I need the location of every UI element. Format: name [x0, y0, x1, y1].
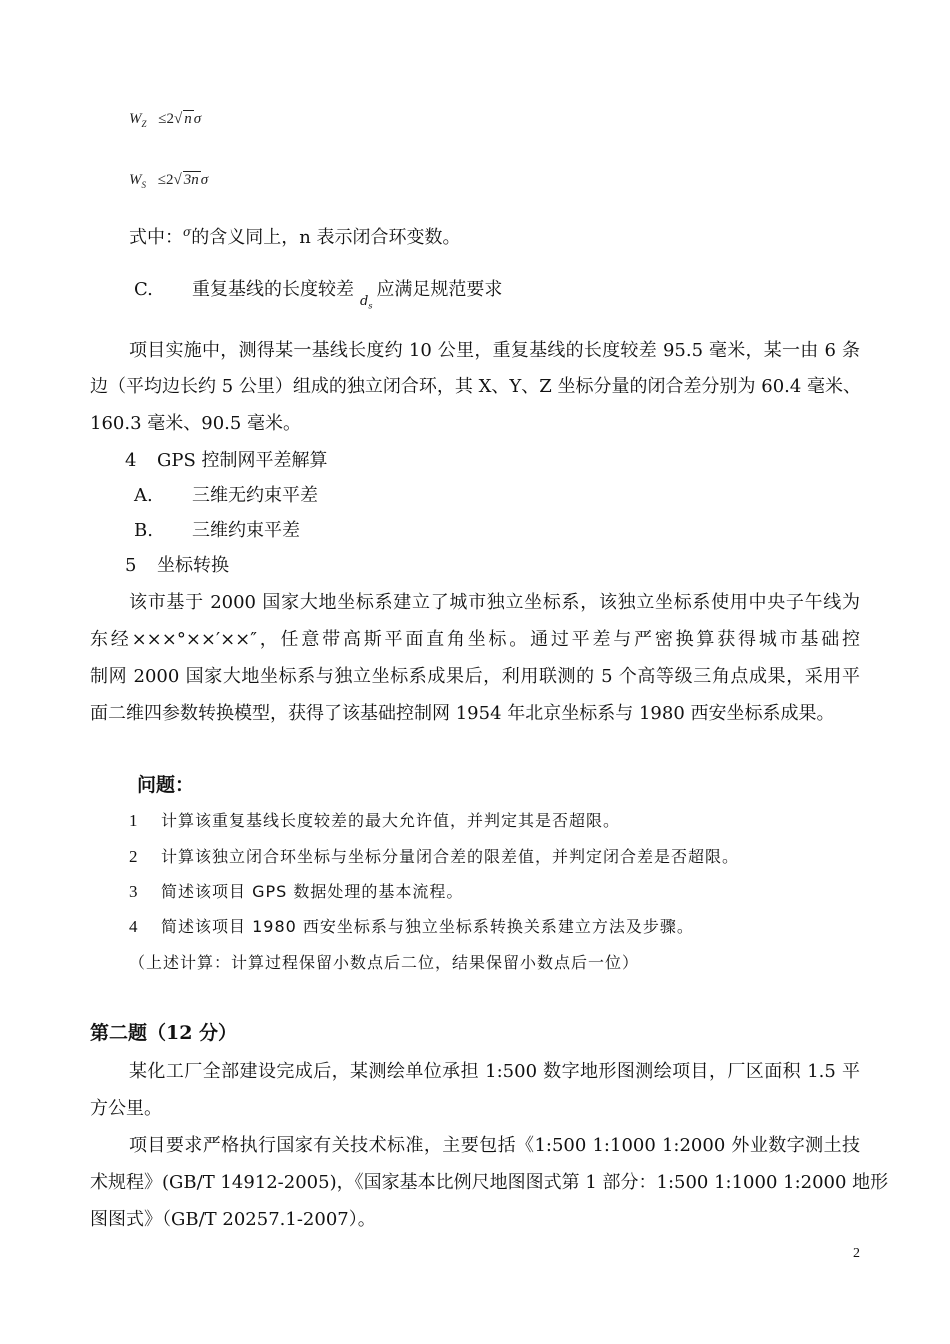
para4-line3: 图图式》（GB/T 20257.1-2007）。: [90, 1209, 376, 1230]
para1-line3: 160.3 毫米、90.5 毫米。: [90, 413, 302, 434]
formula-ws-tail: σ: [200, 172, 209, 188]
para2-line3: 制网 2000 国家大地坐标系与独立坐标系成果后，利用联测的 5 个高等级三角点成果，采用平: [90, 666, 860, 687]
question-3: 3 简述该项目 GPS 数据处理的基本流程。: [129, 882, 464, 901]
section-5-num: 5: [125, 555, 137, 576]
question-4: 4 简述该项目 1980 西安坐标系与独立坐标系转换关系建立方法及步骤。: [129, 917, 694, 936]
formula-ws-relation: ≤2: [157, 172, 174, 188]
formula-ws: $W_S \le 2√$ 3n σ: [129, 172, 209, 190]
section-5: [125, 553, 229, 579]
item-c-sub: s: [368, 301, 373, 311]
para1-line1: 项目实施中，测得某一基线长度约 10 公里，重复基线的长度较差 95.5 毫米，某一由 6 条: [129, 340, 860, 361]
formula-wz-tail: σ: [193, 111, 202, 127]
question-2: 2 计算该独立闭合环坐标与坐标分量闭合差的限差值，并判定闭合差是否超限。: [129, 847, 740, 866]
para4-line2: 术规程》(GB/T 14912-2005)，《国家基本比例尺地图图式第 1 部分：1:500 1:1000 1:2000 地形: [90, 1172, 889, 1193]
question-note: （上述计算：计算过程保留小数点后二位，结果保留小数点后一位）: [129, 953, 640, 972]
formula-wz-relation: ≤2: [158, 111, 174, 127]
para3-line1: 某化工厂全部建设完成后，某测绘单位承担 1:500 数字地形图测绘项目，厂区面积 1.5 平: [129, 1061, 860, 1082]
section-4-num: 4: [125, 450, 137, 471]
formula-wz-sub: Z: [141, 119, 147, 129]
formula-ws-radicand: 3n: [183, 172, 199, 188]
formula-wz-symbol: W: [129, 111, 142, 127]
para2-line4: 面二维四参数转换模型，获得了该基础控制网 1954 年北京坐标系与 1980 西安坐标系成果。: [90, 703, 835, 724]
questions-title: 问题：: [137, 774, 195, 796]
formula-ws-sub: S: [141, 180, 146, 190]
item-c-tail: 应满足规范要求: [376, 279, 503, 300]
section-4-text: GPS 控制网平差解算: [157, 450, 328, 471]
page-number: 2: [853, 1246, 860, 1261]
formula-explanation: 式中：$^\sigma$的含义同上，n 表示闭合环变数。: [129, 225, 461, 248]
item-c-text: 重复基线的长度较差: [192, 279, 354, 300]
section-5-text: 坐标转换: [157, 555, 229, 576]
sigma-symbol: σ: [183, 225, 192, 239]
para3-line2: 方公里。: [90, 1098, 162, 1119]
item-c-symbol: d: [360, 294, 369, 309]
item-c-label: C.: [134, 279, 153, 300]
formula-wz: $W_Z \le 2√$ n σ: [129, 111, 202, 129]
section-4b: B. 三维约束平差: [134, 520, 300, 541]
question-1: 1 计算该重复基线长度较差的最大允许值，并判定其是否超限。: [129, 811, 621, 830]
formula-ws-symbol: W: [129, 172, 142, 188]
section-4: [125, 448, 328, 474]
section2-title: 第二题（12 分）: [90, 1022, 238, 1044]
item-c: [134, 277, 502, 310]
section-4a: A. 三维无约束平差: [134, 485, 318, 506]
para1-line2: 边（平均边长约 5 公里）组成的独立闭合环，其 X、Y、Z 坐标分量的闭合差分别为 60.4 毫米、: [90, 376, 862, 397]
para4-line1: 项目要求严格执行国家有关技术标准，主要包括《1:500 1:1000 1:2000 外业数字测土技: [129, 1135, 860, 1156]
para2-line2: 东经×××°××′××″，任意带高斯平面直角坐标。通过平差与严密换算获得城市基础控: [90, 629, 860, 650]
formula-wz-radicand: n: [184, 111, 192, 127]
para2-line1: 该市基于 2000 国家大地坐标系建立了城市独立坐标系，该独立坐标系使用中央子午线为: [129, 592, 860, 613]
